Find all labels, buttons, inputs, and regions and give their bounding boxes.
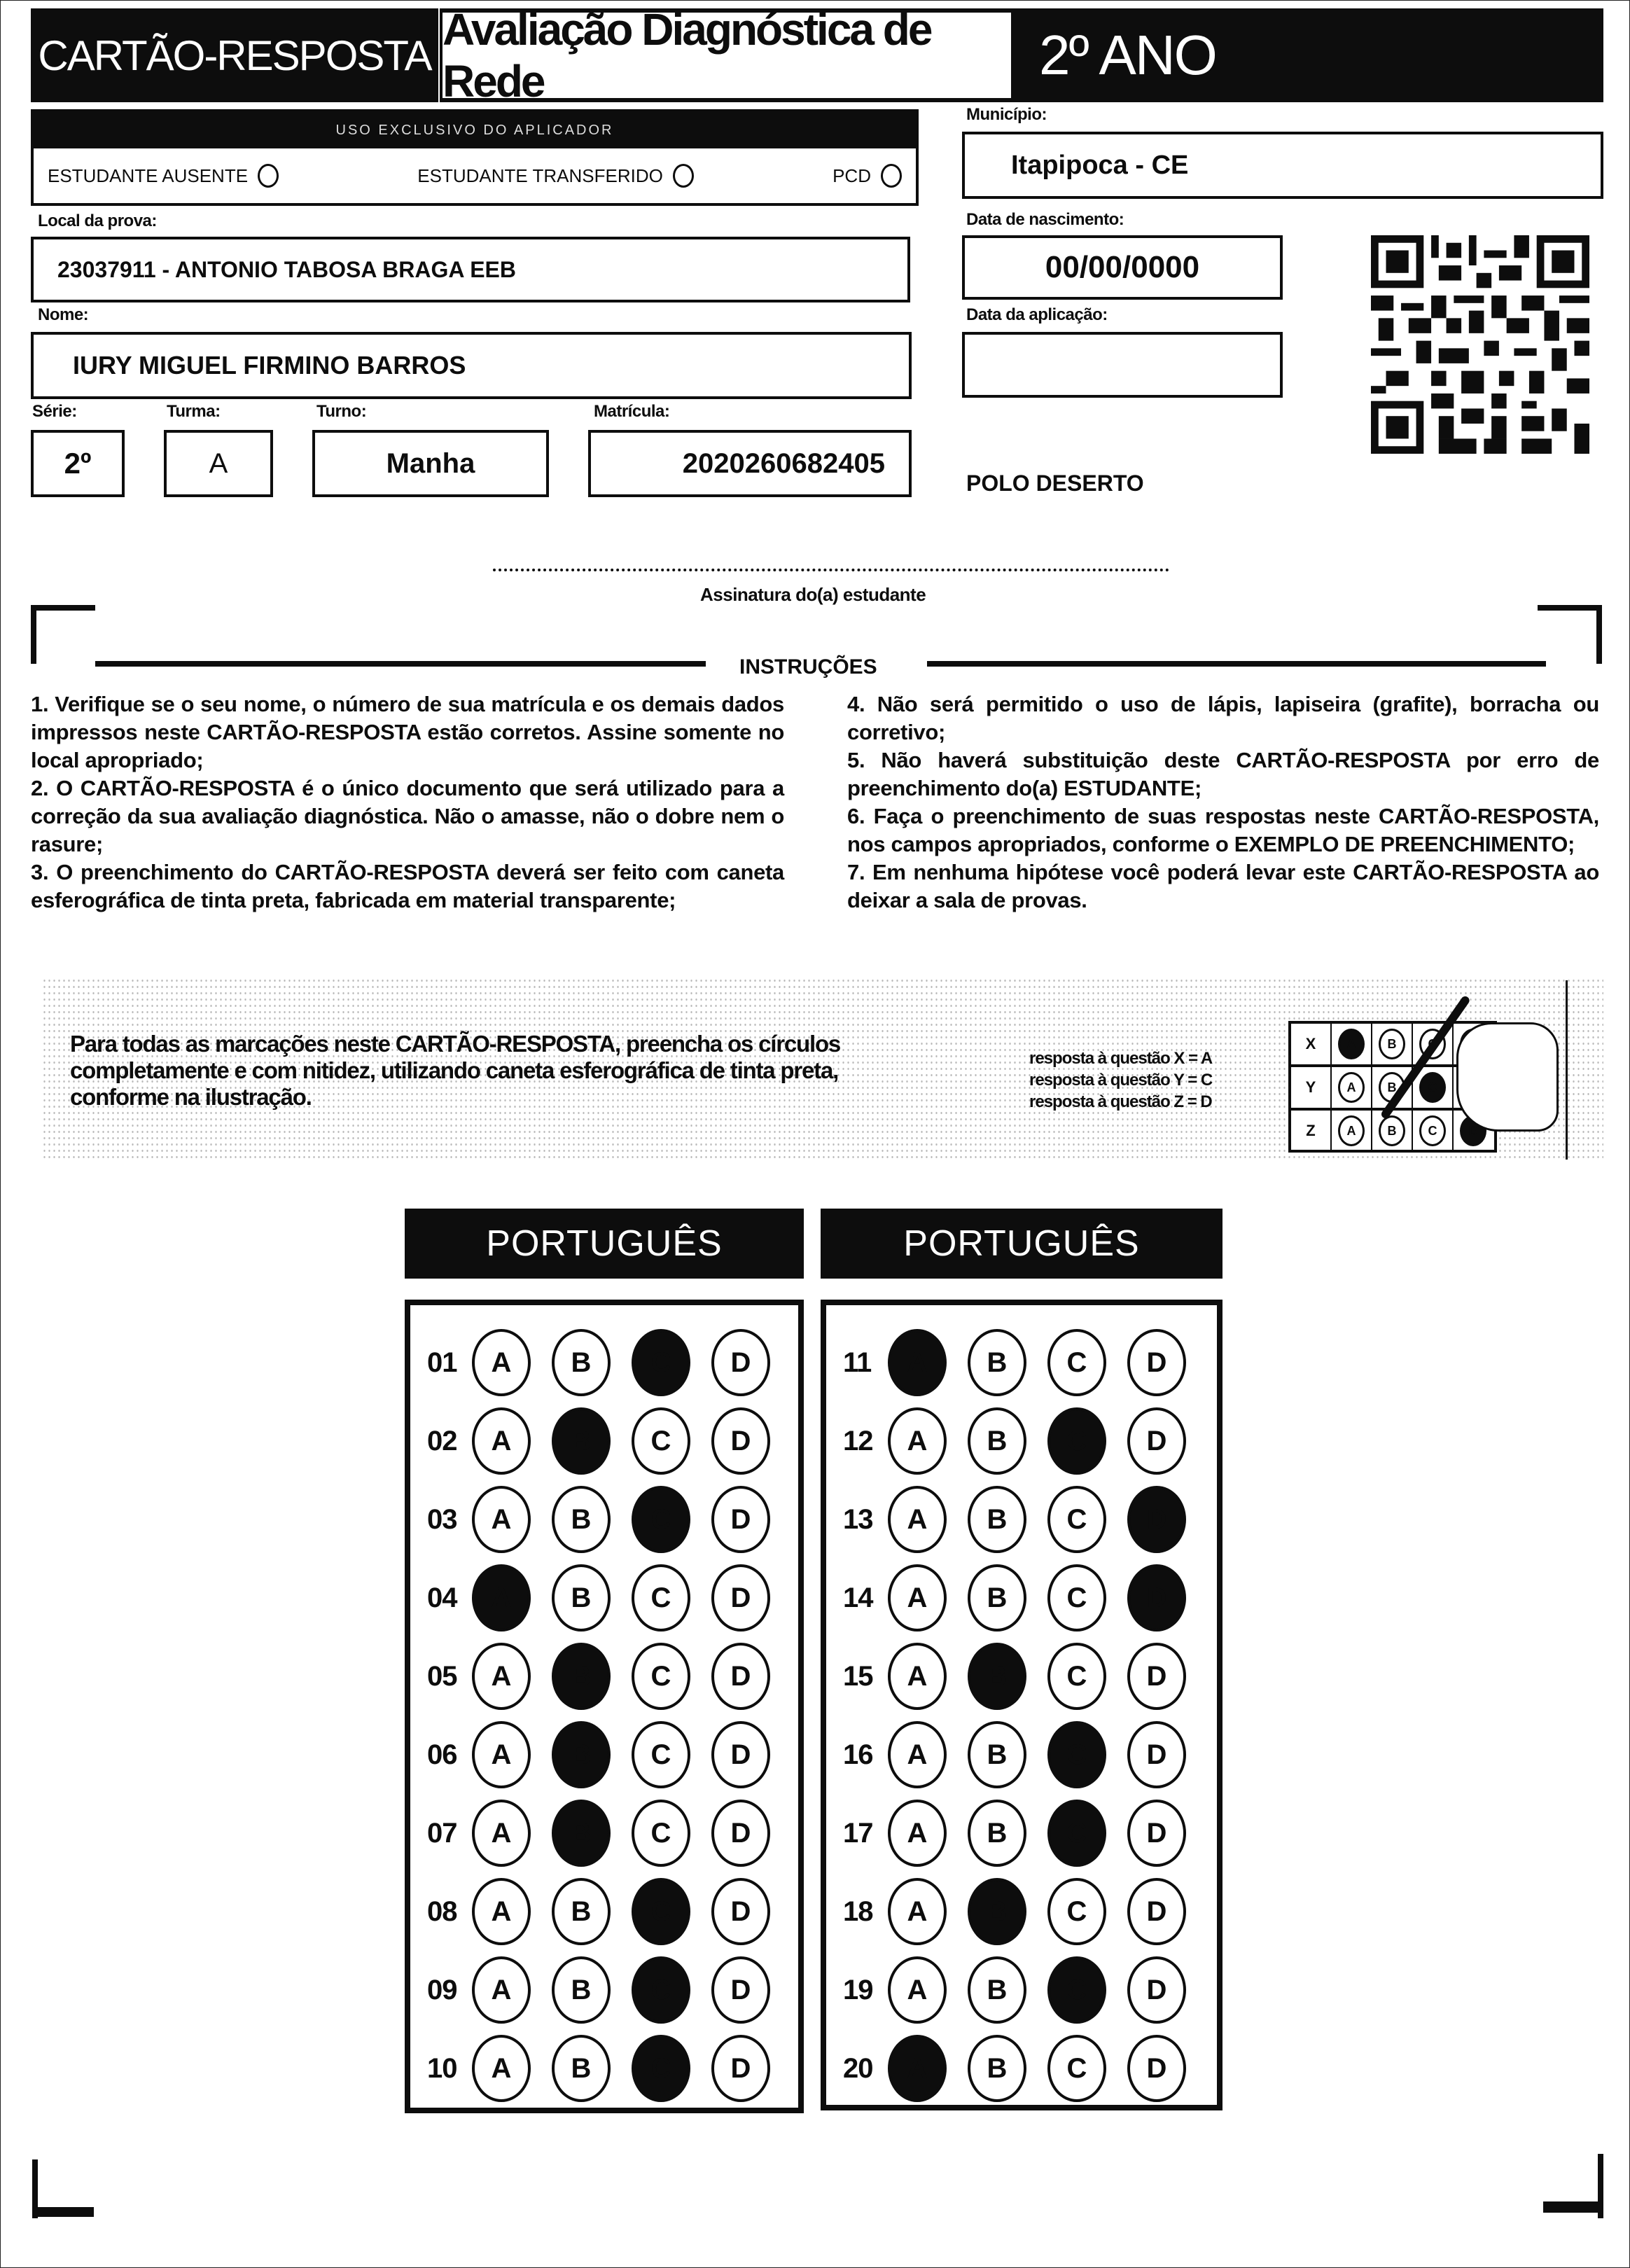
bubble-d[interactable]: D [711,1956,770,2024]
bubble-b[interactable]: B [968,1407,1026,1475]
bubble-d[interactable]: D [1127,1643,1186,1710]
bubble-a[interactable]: A [888,1956,947,2024]
filled-bubble-c[interactable]: C [632,2035,690,2102]
question-number: 14 [843,1582,873,1613]
matricula-value: 2020260682405 [682,447,885,479]
answer-row [826,1402,1217,1480]
municipio-value: Itapipoca - CE [1011,150,1189,180]
card-title [31,8,438,102]
answer-row [410,1951,798,2029]
subject-header: PORTUGUÊS [405,1209,804,1279]
answer-row [410,1637,798,1716]
bubble-b[interactable]: B [552,1564,611,1632]
bubble-icon: A [1338,1115,1365,1146]
bubble-icon: A [1338,1072,1365,1103]
answer-grid [821,1300,1222,2110]
bubble-b[interactable]: B [552,1878,611,1945]
bubble-c[interactable]: C [632,1564,690,1632]
instruction-item: 1. Verifique se o seu nome, o número de sua matrícula e os demais dados impressos neste CARTÃO-RESPOSTA estão corretos. Assine somente no local apropriado; [31,692,784,772]
instruction-item: 2. O CARTÃO-RESPOSTA é o único documento que será utilizado para a correção da sua avaliação diagnóstica. Não o amasse, não o dobre nem o rasure; [31,776,784,856]
filled-bubble-a[interactable]: A [888,2035,947,2102]
answer-row [410,1872,798,1951]
question-number: 18 [843,1895,873,1927]
answer-row [826,1480,1217,1559]
example-divider [1566,980,1568,1160]
radio-circle-icon[interactable] [881,164,902,188]
polo-label: POLO DESERTO [966,471,1144,496]
bubble-d[interactable]: D [711,1721,770,1788]
bubble-b[interactable]: B [968,1800,1026,1867]
answer-row [410,1794,798,1872]
registration-mark-top-right [1538,605,1602,611]
bubble-b[interactable]: B [968,1564,1026,1632]
nome-value: IURY MIGUEL FIRMINO BARROS [73,351,466,380]
municipio-field [962,132,1603,199]
bubble-a[interactable]: A [472,2035,531,2102]
bubble-icon: C [1419,1115,1446,1146]
question-number: 15 [843,1660,873,1692]
filled-bubble-icon: D [1460,1115,1486,1146]
example-row-label: Z [1291,1111,1332,1151]
bubble-c[interactable]: C [1047,1486,1106,1553]
bubble-a[interactable]: A [472,1800,531,1867]
registration-mark-top-left [31,605,95,611]
example-row [1291,1111,1494,1151]
filled-bubble-d[interactable]: D [1127,1486,1186,1553]
bubble-d[interactable]: D [711,1564,770,1632]
bubble-d[interactable]: D [711,2035,770,2102]
filled-bubble-a[interactable]: A [472,1564,531,1632]
municipio-label: Município: [966,105,1047,124]
question-number: 19 [843,1974,873,2005]
legend-line: resposta à questão X = A [1029,1049,1213,1068]
filled-bubble-c[interactable]: C [632,1956,690,2024]
question-number: 07 [427,1817,457,1849]
serie-field [31,430,125,497]
bubble-d[interactable]: D [1127,1878,1186,1945]
answer-block-1 [405,1209,804,2113]
fill-example-text: Para todas as marcações neste CARTÃO-RESPOSTA, preencha os círculos completamente e com nitidez, utilizando caneta esferográfica de tinta preta, conforme na ilustração. [70,1031,841,1110]
card-title-text: CARTÃO-RESPOSTA [38,32,431,79]
radio-circle-icon[interactable] [673,164,694,188]
bubble-c[interactable]: C [1047,1643,1106,1710]
question-number: 12 [843,1425,873,1456]
instruction-item: 5. Não haverá substituição deste CARTÃO-RESPOSTA por erro de preenchimento do(a) ESTUDANTE; [847,748,1599,800]
bubble-a[interactable]: A [472,1329,531,1396]
bubble-a[interactable]: A [472,1721,531,1788]
bubble-d[interactable]: D [711,1486,770,1553]
fill-example-banner [42,978,1603,1161]
filled-bubble-a[interactable]: A [888,1329,947,1396]
bubble-a[interactable]: A [472,1486,531,1553]
bubble-c[interactable]: C [632,1800,690,1867]
bubble-a[interactable]: A [888,1878,947,1945]
bubble-d[interactable]: D [711,1878,770,1945]
answer-row [826,1794,1217,1872]
data-nascimento-value: 00/00/0000 [1045,250,1200,284]
question-number: 16 [843,1739,873,1770]
question-number: 10 [427,2052,457,2084]
answer-row [410,2029,798,2108]
exam-title: Avaliação Diagnóstica de Rede [443,13,1011,98]
option-label: ESTUDANTE AUSENTE [48,165,249,186]
bubble-c[interactable]: C [1047,2035,1106,2102]
question-number: 04 [427,1582,457,1613]
local-prova-field [31,237,910,302]
bubble-c[interactable]: C [632,1407,690,1475]
filled-bubble-b[interactable]: B [552,1721,611,1788]
bubble-a[interactable]: A [888,1407,947,1475]
bubble-d[interactable]: D [1127,1800,1186,1867]
filled-bubble-c[interactable]: C [632,1486,690,1553]
bubble-c[interactable]: C [1047,1564,1106,1632]
bubble-b[interactable]: B [968,1721,1026,1788]
example-row-label: Y [1291,1067,1332,1108]
bubble-d[interactable]: D [1127,1721,1186,1788]
filled-bubble-b[interactable]: B [968,1643,1026,1710]
nome-field [31,332,912,399]
option-label: PCD [833,165,871,186]
answer-row [826,2029,1217,2108]
filled-bubble-c[interactable]: C [1047,1721,1106,1788]
hand-illustration-icon [1456,1022,1559,1132]
matricula-label: Matrícula: [594,402,670,421]
turma-label: Turma: [167,402,221,421]
grade-title: 2º ANO [1011,8,1603,102]
turno-value: Manha [386,447,475,479]
bubble-c[interactable]: C [632,1643,690,1710]
matricula-field [588,430,912,497]
question-number: 08 [427,1895,457,1927]
bubble-b[interactable]: B [552,1486,611,1553]
signature-label: Assinatura do(a) estudante [700,584,926,605]
instruction-item: 7. Em nenhuma hipótese você poderá levar este CARTÃO-RESPOSTA ao deixar a sala de provas. [847,860,1599,912]
answer-row [410,1402,798,1480]
bubble-a[interactable]: A [888,1643,947,1710]
bubble-a[interactable]: A [888,1721,947,1788]
applicator-box [31,109,919,206]
instructions-right [847,690,1599,914]
filled-bubble-c[interactable]: C [1047,1407,1106,1475]
registration-mark-top-left [31,605,36,664]
bubble-c[interactable]: C [632,1721,690,1788]
filled-bubble-icon: A [1338,1029,1365,1059]
instruction-item: 6. Faça o preenchimento de suas respostas neste CARTÃO-RESPOSTA, nos campos apropriados, conforme o EXEMPLO DE PREENCHIMENTO; [847,804,1599,856]
instruction-item: 4. Não será permitido o uso de lápis, lapiseira (grafite), borracha ou corretivo; [847,692,1599,744]
subject-header: PORTUGUÊS [821,1209,1222,1279]
filled-bubble-c[interactable]: C [1047,1956,1106,2024]
filled-bubble-b[interactable]: B [552,1643,611,1710]
bubble-icon: B [1379,1072,1405,1103]
bubble-d[interactable]: D [711,1329,770,1396]
answer-row [410,1559,798,1637]
bubble-a[interactable]: A [472,1643,531,1710]
question-number: 03 [427,1503,457,1535]
qr-code-icon [1371,235,1589,454]
serie-label: Série: [32,402,77,421]
answer-row [826,1951,1217,2029]
instruction-item: 3. O preenchimento do CARTÃO-RESPOSTA deverá ser feito com caneta esferográfica de tinta preta, fabricada em material transparente; [31,860,784,912]
filled-bubble-b[interactable]: B [968,1878,1026,1945]
bubble-b[interactable]: B [968,2035,1026,2102]
fill-example-legend [1029,1048,1212,1113]
bubble-b[interactable]: B [968,1956,1026,2024]
applicator-options [48,148,902,203]
registration-mark-bottom-left [32,2207,94,2217]
exam-title-box [440,4,1011,106]
bubble-b[interactable]: B [968,1329,1026,1396]
nome-label: Nome: [38,305,89,324]
question-number: 17 [843,1817,873,1849]
data-nascimento-label: Data de nascimento: [966,210,1124,229]
answer-row [826,1559,1217,1637]
filled-bubble-icon: C [1419,1072,1446,1103]
question-number: 05 [427,1660,457,1692]
turma-field [164,430,273,497]
option-estudante-transferido[interactable] [417,164,694,188]
turno-label: Turno: [316,402,367,421]
answer-row [826,1637,1217,1716]
instructions-title: INSTRUÇÕES [739,655,877,679]
bubble-d[interactable]: D [1127,2035,1186,2102]
option-pcd[interactable] [833,164,902,188]
filled-bubble-c[interactable]: C [632,1878,690,1945]
filled-bubble-d[interactable]: D [1127,1564,1186,1632]
filled-bubble-b[interactable]: B [552,1407,611,1475]
question-number: 11 [843,1347,872,1378]
data-aplicacao-field[interactable] [962,332,1283,398]
filled-bubble-c[interactable]: C [1047,1800,1106,1867]
answer-row [826,1323,1217,1402]
legend-line: resposta à questão Z = D [1029,1092,1212,1111]
bubble-b[interactable]: B [552,1956,611,2024]
bubble-d[interactable]: D [1127,1329,1186,1396]
bubble-icon: B [1379,1115,1405,1146]
legend-line: resposta à questão Y = C [1029,1071,1213,1090]
bubble-d[interactable]: D [1127,1956,1186,2024]
applicator-band: USO EXCLUSIVO DO APLICADOR [34,112,916,148]
answer-row [826,1716,1217,1794]
question-number: 09 [427,1974,457,2005]
local-prova-label: Local da prova: [38,211,157,230]
bubble-a[interactable]: A [888,1486,947,1553]
instructions-rule-left [95,661,706,667]
bubble-d[interactable]: D [711,1800,770,1867]
instructions-left [31,690,784,914]
bubble-b[interactable]: B [968,1486,1026,1553]
bubble-a[interactable]: A [888,1800,947,1867]
instructions-rule-right [927,661,1546,667]
answer-row [410,1323,798,1402]
question-number: 06 [427,1739,457,1770]
data-nascimento-field [962,235,1283,300]
answer-row [410,1716,798,1794]
signature-line[interactable] [493,569,1169,571]
bubble-a[interactable]: A [472,1407,531,1475]
bubble-d[interactable]: D [711,1643,770,1710]
registration-mark-bottom-right [1543,2201,1603,2213]
answer-row [410,1480,798,1559]
question-number: 02 [427,1425,457,1456]
turma-value: A [209,447,228,479]
bubble-d[interactable]: D [711,1407,770,1475]
serie-value: 2º [64,447,92,480]
bubble-icon: B [1379,1029,1405,1059]
question-number: 20 [843,2052,873,2084]
answer-row [826,1872,1217,1951]
data-aplicacao-label: Data da aplicação: [966,305,1108,324]
option-label: ESTUDANTE TRANSFERIDO [417,165,663,186]
bubble-b[interactable]: B [552,2035,611,2102]
question-number: 13 [843,1503,873,1535]
bubble-b[interactable]: B [552,1329,611,1396]
option-estudante-ausente[interactable] [48,164,279,188]
answer-block-2 [821,1209,1222,2110]
question-number: 01 [427,1347,457,1378]
bubble-d[interactable]: D [1127,1407,1186,1475]
local-prova-value: 23037911 - ANTONIO TABOSA BRAGA EEB [57,256,516,282]
turno-field [312,430,549,497]
bubble-c[interactable]: C [1047,1878,1106,1945]
filled-bubble-c[interactable]: C [632,1329,690,1396]
bubble-c[interactable]: C [1047,1329,1106,1396]
filled-bubble-b[interactable]: B [552,1800,611,1867]
registration-mark-top-right [1596,605,1602,664]
bubble-a[interactable]: A [472,1956,531,2024]
bubble-a[interactable]: A [888,1564,947,1632]
bubble-a[interactable]: A [472,1878,531,1945]
radio-circle-icon[interactable] [258,164,279,188]
answer-grid [405,1300,804,2113]
example-row-label: X [1291,1024,1332,1064]
